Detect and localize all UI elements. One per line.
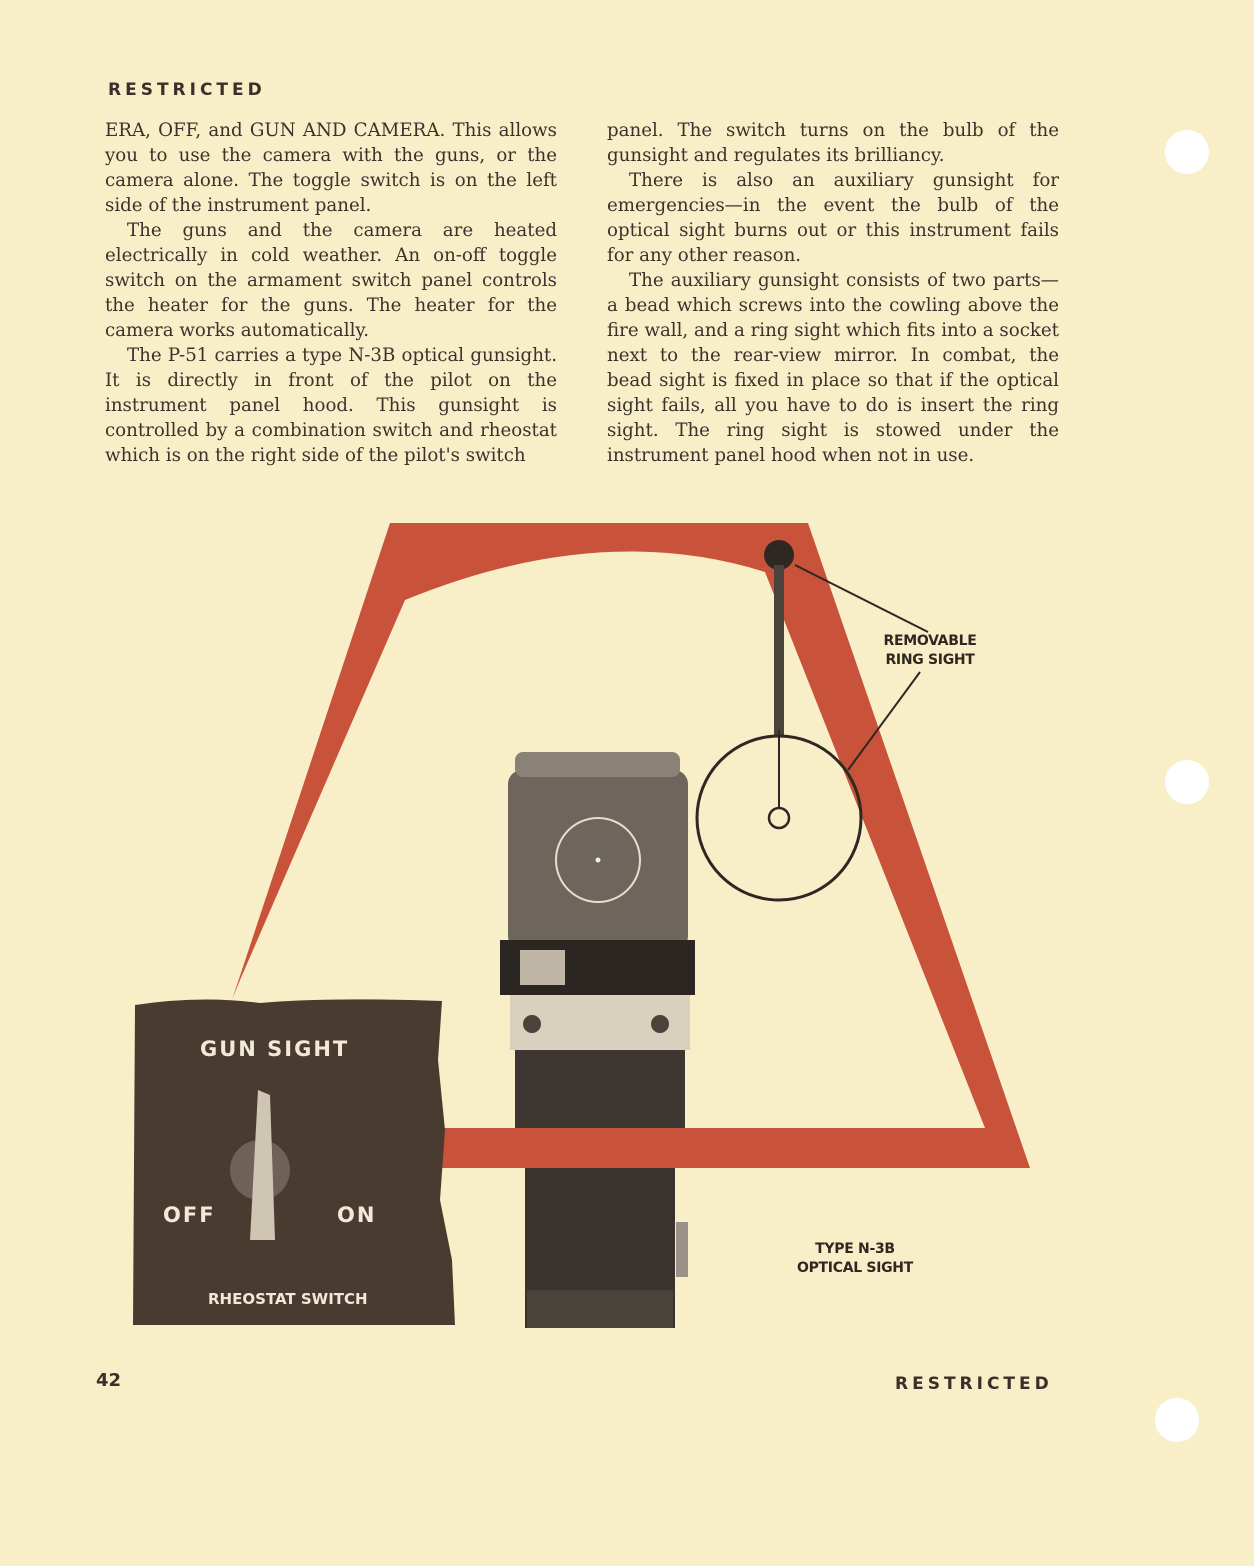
label-line: TYPE N-3B [815,1241,895,1257]
label-line: RING SIGHT [885,652,975,668]
paragraph: There is also an auxiliary gunsight for emergencies—in the event the bulb of the optical sight burns out or this instrument fails for any other reason. [607,170,1059,266]
ring-sight-label [870,632,990,670]
restricted-header: RESTRICTED [108,80,266,100]
page-number: 42 [96,1370,122,1391]
on-label: ON [337,1203,377,1227]
punch-hole [1165,760,1209,804]
off-label: OFF [163,1203,216,1227]
paragraph: panel. The switch turns on the bulb of the gunsight and regulates its brilliancy. [607,120,1059,166]
label-line: REMOVABLE [883,633,977,649]
optical-sight-label [780,1240,930,1278]
rheostat-switch-label: RHEOSTAT SWITCH [208,1290,368,1308]
optical-sight-body [500,752,695,1328]
punch-hole [1155,1398,1199,1442]
gun-sight-title: GUN SIGHT [200,1037,350,1061]
restricted-footer: RESTRICTED [895,1374,1053,1394]
label-line: OPTICAL SIGHT [797,1260,913,1276]
paragraph: The guns and the camera are heated electrically in cold weather. An on-off toggle switch on the armament switch panel controls the heater for the guns. The heater for the camera works automatically. [105,220,557,341]
paragraph: The P-51 carries a type N-3B optical gunsight. It is directly in front of the pilot on the instrument panel hood. This gunsight is controlled by a combination switch and rheostat which is on the right side of the pilot's switch [105,345,557,466]
paragraph: The auxiliary gunsight consists of two parts—a bead which screws into the cowling above the fire wall, and a ring sight which fits into a socket next to the rear-view mirror. In combat, the bead sight is fixed in place so that if the optical sight fails, all you have to do is insert the ring sight. The ring sight is stowed under the instrument panel hood when not in use. [607,270,1059,466]
paragraph: ERA, OFF, and GUN AND CAMERA. This allows you to use the camera with the guns, or the camera alone. The toggle switch is on the left side of the instrument panel. [105,120,557,216]
punch-hole [1165,130,1209,174]
